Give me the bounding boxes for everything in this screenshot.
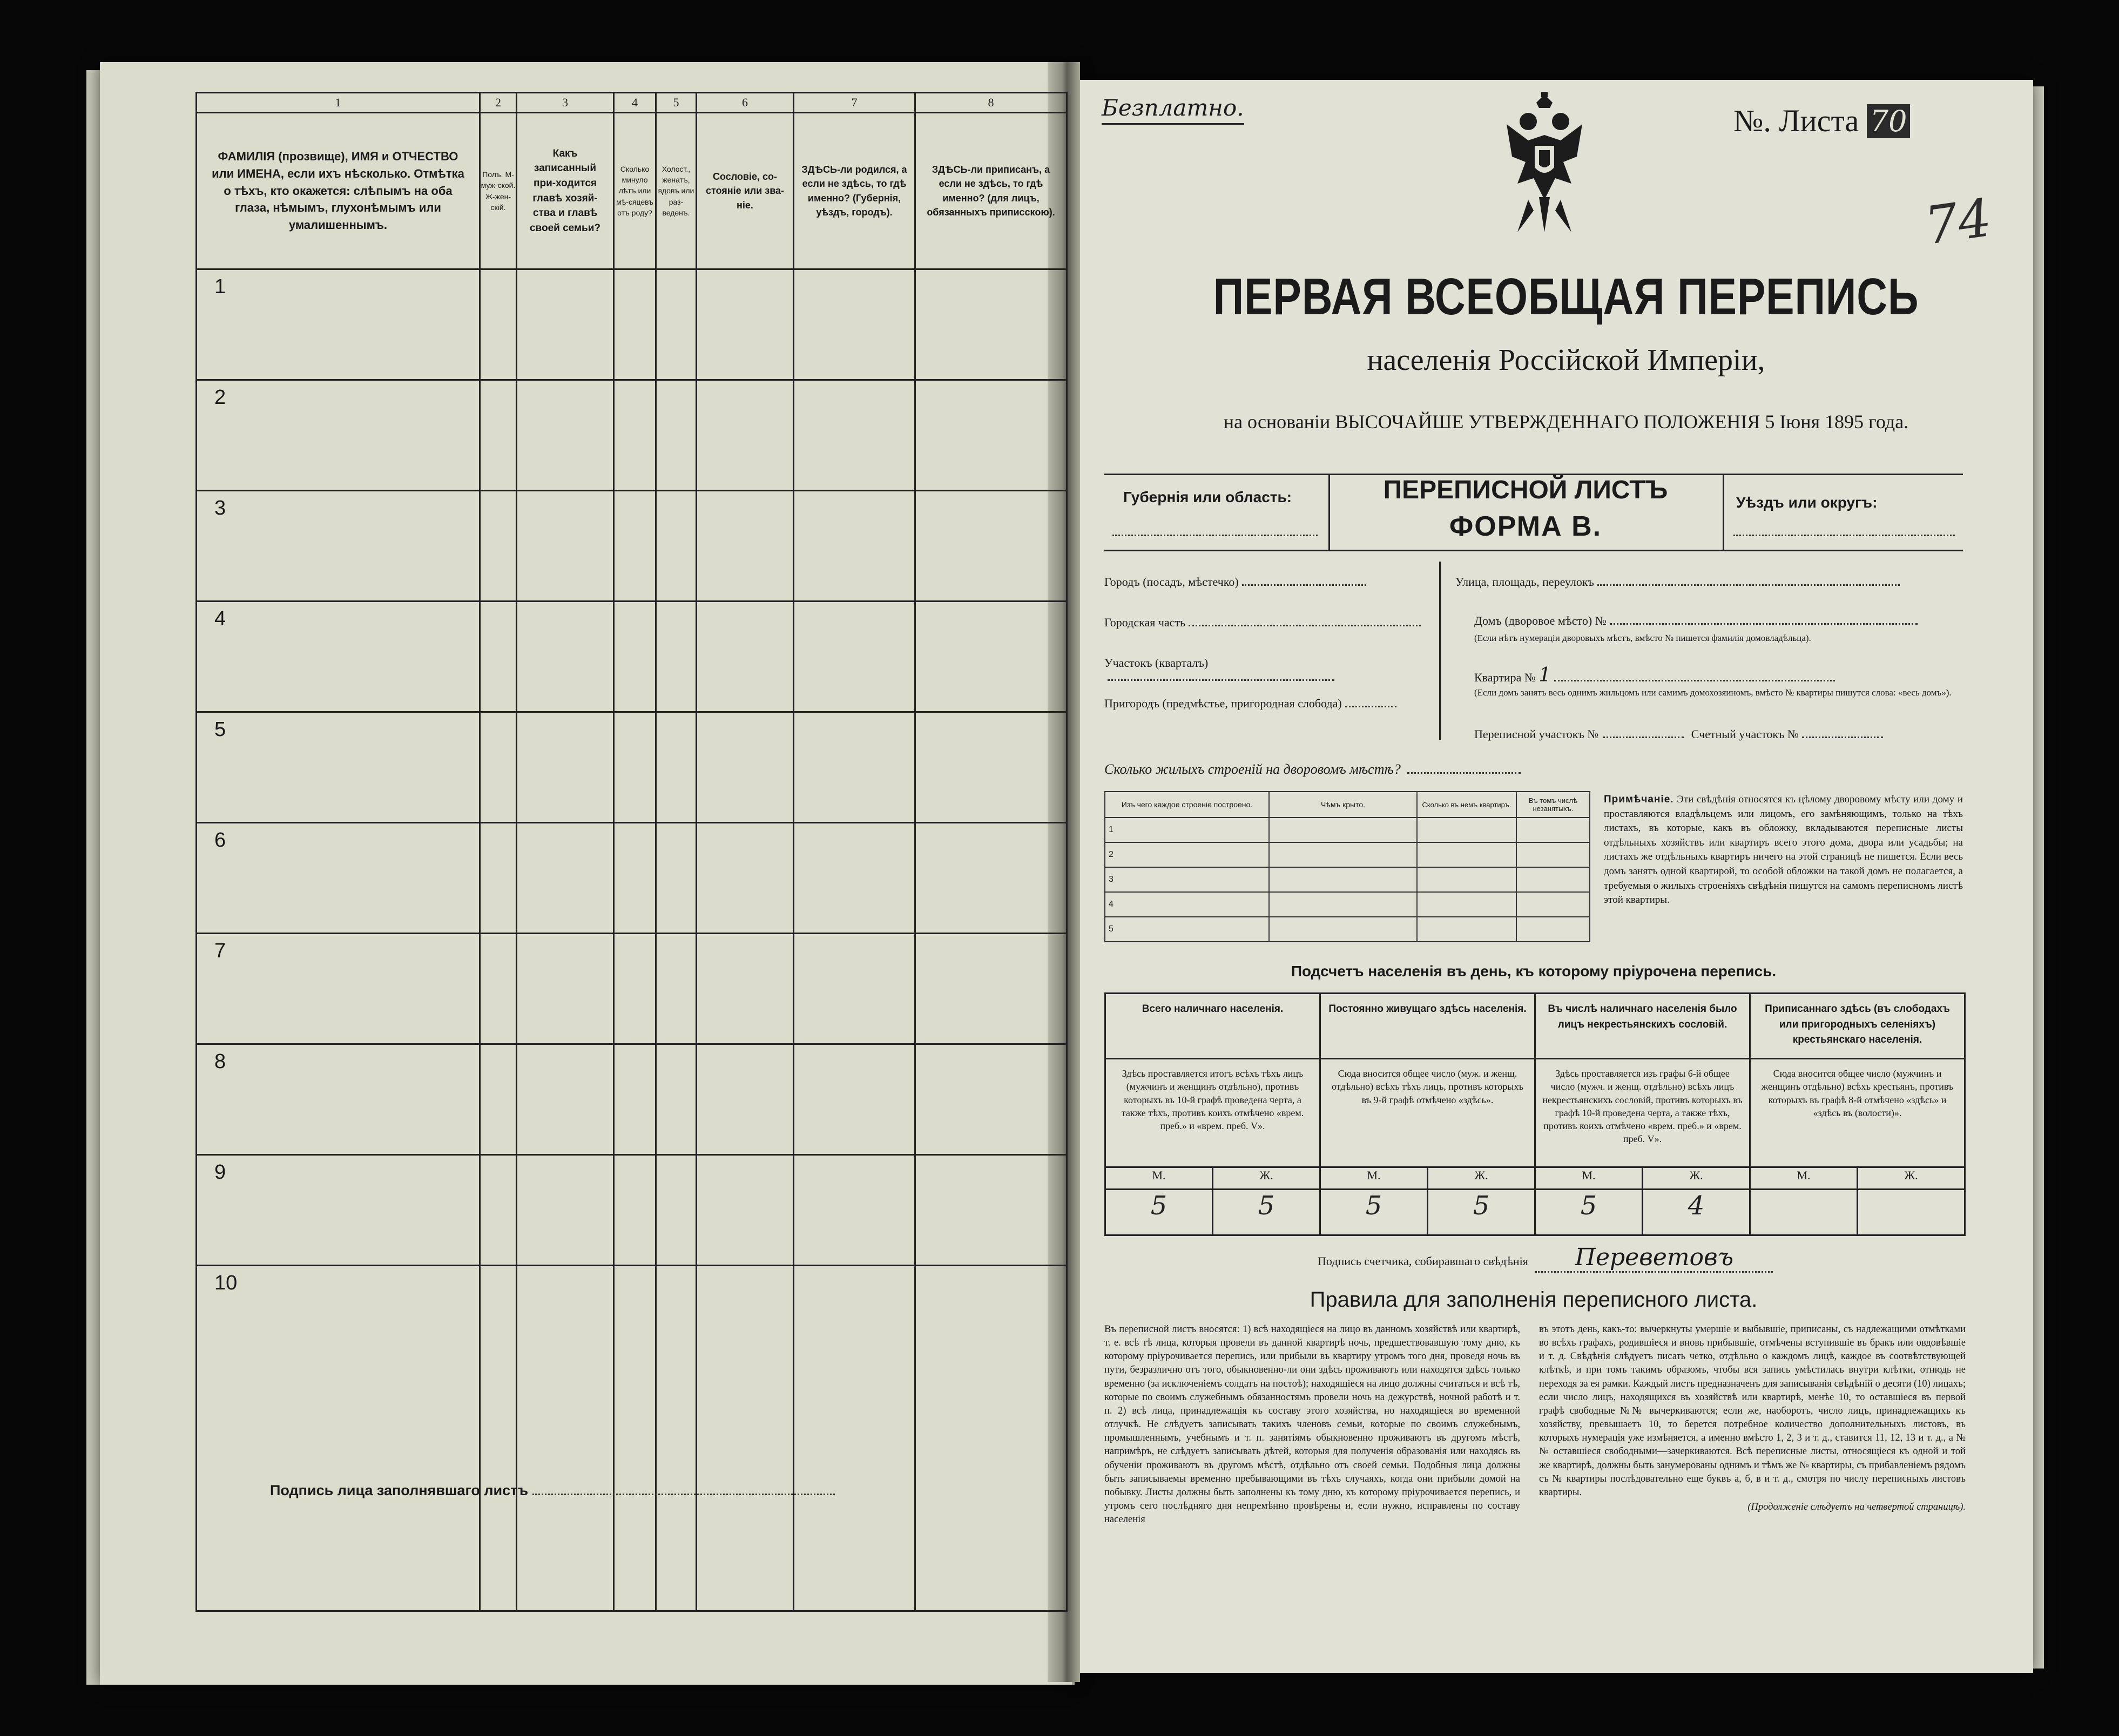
province-field[interactable] [1112, 535, 1318, 536]
relation-cell[interactable] [517, 1266, 614, 1611]
registered-cell[interactable] [915, 823, 1067, 934]
marital-cell[interactable] [656, 712, 697, 823]
vacant-cell[interactable] [1516, 917, 1590, 942]
column-header-estate: Сословіе, со-стояніе или зва-ніе. [697, 113, 794, 269]
resident-female-count[interactable]: 5 [1428, 1190, 1535, 1235]
buildings-count-field[interactable] [1407, 772, 1521, 774]
district-field[interactable] [1733, 535, 1955, 536]
row-number: 2 [197, 380, 480, 491]
marital-cell[interactable] [656, 602, 697, 712]
birthplace-cell[interactable] [794, 1155, 915, 1266]
birthplace-cell[interactable] [794, 380, 915, 491]
population-header: Въ числѣ наличнаго населенія было лицъ некрестьянскихъ сословій. [1535, 994, 1750, 1059]
birthplace-cell[interactable] [794, 1044, 915, 1155]
census-subtitle: населенія Россійской Имперіи, [1367, 343, 1765, 377]
signature-label-text: Подпись лица заполнявшаго листъ [270, 1482, 528, 1498]
house-field[interactable] [1474, 614, 1960, 628]
buildings-header: Изъ чего каждое строеніе построено. [1105, 792, 1269, 818]
buildings-table [1104, 791, 1590, 942]
vacant-cell[interactable] [1516, 892, 1590, 917]
registered-cell[interactable] [915, 1044, 1067, 1155]
estate-cell[interactable] [697, 1266, 794, 1611]
population-table [1104, 992, 1966, 1236]
census-district-field[interactable] [1603, 737, 1684, 738]
birthplace-cell[interactable] [794, 269, 915, 380]
sex-cell[interactable] [480, 712, 517, 823]
row-number: 7 [197, 934, 480, 1044]
column-number: 2 [480, 93, 517, 113]
buildings-header-row [1105, 792, 1590, 818]
column-header-marital: Холост., женатъ, вдовъ или раз-веденъ. [656, 113, 697, 269]
buildings-row-number: 2 [1105, 842, 1269, 867]
counting-district-label: Счетный участокъ № [1691, 727, 1799, 741]
relation-cell[interactable] [517, 1044, 614, 1155]
registered-cell[interactable] [915, 380, 1067, 491]
registered-cell[interactable] [915, 712, 1067, 823]
free-label: Безплатно. [1102, 94, 1244, 125]
apartments-cell[interactable] [1417, 818, 1516, 842]
vacant-cell[interactable] [1516, 818, 1590, 842]
census-district-label: Переписной участокъ № [1474, 727, 1599, 741]
apartment-field[interactable] [1474, 664, 1960, 686]
resident-male-count[interactable]: 5 [1320, 1190, 1428, 1235]
address-block [1104, 562, 1963, 756]
column-header-registered: ЗДѢСЬ-ли приписанъ, а если не здѣсь, то гдѣ именно? (для лицъ, обязанныхъ приписскою). [915, 113, 1067, 269]
total-male-count[interactable]: 5 [1105, 1190, 1213, 1235]
marital-cell[interactable] [656, 823, 697, 934]
sex-cell[interactable] [480, 1044, 517, 1155]
person-row [197, 380, 1067, 491]
sex-cell[interactable] [480, 491, 517, 602]
rules-right-column [1539, 1323, 1966, 1514]
column-header-birthplace: ЗДѢСЬ-ли родился, а если не здѣсь, то гдѣ именно? (Губернія, уѣздъ, городъ). [794, 113, 915, 269]
suburb-label: Пригородъ (предмѣстье, пригородная слобода) [1104, 697, 1342, 710]
column-header-relation: Какъ записанный при-ходится главѣ хозяй-ства и главѣ своей семьи? [517, 113, 614, 269]
age-cell[interactable] [614, 1266, 656, 1611]
population-desc: Сюда вносится общее число (муж. и женщ. отдѣльно) всѣхъ тѣхъ лицъ, противъ которыхъ въ 9-й графѣ отмѣчено «здѣсь». [1320, 1059, 1535, 1167]
precinct-label: Участокъ (кварталъ) [1104, 656, 1209, 670]
roof-cell[interactable] [1269, 892, 1417, 917]
population-header: Всего наличнаго населенія. [1105, 994, 1320, 1059]
marital-cell[interactable] [656, 934, 697, 1044]
buildings-header: Сколько въ немъ квартиръ. [1417, 792, 1516, 818]
person-row [197, 269, 1067, 380]
sheet-number-handwritten: 70 [1867, 104, 1911, 138]
person-row [197, 1155, 1067, 1266]
buildings-row-number: 5 [1105, 917, 1269, 942]
precinct-field[interactable] [1104, 656, 1434, 684]
birthplace-cell[interactable] [794, 823, 915, 934]
column-number: 6 [697, 93, 794, 113]
apartment-handwritten: 1 [1538, 664, 1551, 686]
column-header-age: Сколько минуло лѣтъ или мѣ-сяцевъ отъ роду? [614, 113, 656, 269]
age-cell[interactable] [614, 1044, 656, 1155]
nonpeasant-female-count[interactable]: 4 [1643, 1190, 1750, 1235]
population-desc: Сюда вносится общее число (мужчинъ и женщинъ отдѣльно) всѣхъ крестьянъ, противъ которыхъ въ графѣ 8-й отмѣчено «здѣсь» и «здѣсь въ (волости)». [1750, 1059, 1965, 1167]
sex-cell[interactable] [480, 602, 517, 712]
marital-cell[interactable] [656, 1044, 697, 1155]
population-header: Постоянно живущаго здѣсь населенія. [1320, 994, 1535, 1059]
estate-cell[interactable] [697, 269, 794, 380]
estate-cell[interactable] [697, 712, 794, 823]
registered-cell[interactable] [915, 269, 1067, 380]
population-desc: Здѣсь проставляется изъ графы 6-й общее число (мужч. и женщ. отдѣльно) всѣхъ лицъ некрестьянскихъ сословій, противъ которыхъ въ графѣ 10-й проведена черта, а также тѣхъ, противъ коихъ отмѣчено «врем. преб.» и «врем. преб. V». [1535, 1059, 1750, 1167]
population-desc: Здѣсь проставляется итогъ всѣхъ тѣхъ лицъ (мужчинъ и женщинъ отдѣльно), противъ которыхъ въ 10-й графѣ проведена черта, а также тѣхъ, противъ коихъ отмѣчено «врем. преб.» и «врем. преб. V». [1105, 1059, 1320, 1167]
total-female-count[interactable]: 5 [1213, 1190, 1320, 1235]
age-cell[interactable] [614, 712, 656, 823]
birthplace-cell[interactable] [794, 934, 915, 1044]
rules-right-text: въ этотъ день, какъ-то: вычеркнуты умершіе и выбывшіе, приписаны, съ надлежащими отмѣтками во всѣхъ графахъ, родившіеся и вновь прибывшіе, отмѣчены вступившіе въ бракъ или овдовѣвшіе и т. д. Свѣдѣнія слѣдуетъ писать четко, отдѣльно о каждомъ лицѣ, каждое въ соотвѣтствующей клѣткѣ, и при томъ такимъ образомъ, чтобы вся запись умѣстилась внутри клѣтки, отнюдь не переходя за ея рамки. Каждый листъ предназначенъ для записыванія свѣдѣній о десяти (10) лицахъ; если число лицъ, находящихся въ хозяйствѣ или квартирѣ, менѣе 10, то оставшіеся въ первой графѣ свободные №№ вычеркиваются; если же, наоборотъ, число лицъ, принадлежащихъ къ хозяйству, превышаетъ 10, то берется потребное количество дополнительныхъ листовъ, въ которыхъ нумерація уже измѣняется, а именно вмѣсто 1, 2, 3 и т. д., ставится 11, 12, 13 и т. д., а №№ оставшіеся свободными—зачеркиваются. Всѣ переписные листы, относящіеся къ одной и той же квартирѣ, должны быть занумерованы однимъ и тѣмъ же № квартиры, съ прибавленіемъ рядомъ съ № квартиры послѣдовательно еще буквъ а, б, в и т. д., смотря по числу переписныхъ листовъ квартиры. [1539, 1324, 1966, 1498]
sex-label-row [1105, 1167, 1965, 1190]
male-label: М. [1535, 1167, 1643, 1190]
column-number: 1 [197, 93, 480, 113]
city-part-field[interactable] [1104, 616, 1434, 630]
female-label: Ж. [1858, 1167, 1965, 1190]
marital-cell[interactable] [656, 1155, 697, 1266]
registered-cell[interactable] [915, 491, 1067, 602]
buildings-row [1105, 818, 1590, 842]
relation-cell[interactable] [517, 602, 614, 712]
counter-signature-handwritten[interactable]: Переветовъ [1535, 1244, 1773, 1273]
suburb-field[interactable] [1104, 697, 1450, 711]
city-part-label: Городская часть [1104, 616, 1186, 629]
person-row [197, 1044, 1067, 1155]
apartments-cell[interactable] [1417, 867, 1516, 892]
column-number: 4 [614, 93, 656, 113]
marital-cell[interactable] [656, 269, 697, 380]
rules-left-column: Въ переписной листъ вносятся: 1) всѣ находящіеся на лицо въ данномъ хозяйствѣ или квартирѣ, т. е. всѣ тѣ лица, которыя провели въ данной квартирѣ ночь, предшествовавшую тому дню, къ которому пріурочивается перепись, или прибыли въ квартиру утромъ того дня, проведя ночь въ пути, безразлично отъ того, обыкновенно-ли они здѣсь проживаютъ или находятся здѣсь только временно (за исключеніемъ солдатъ на постоѣ); находящіеся на лицо должны считаться и всѣ тѣ, которые по своимъ служебнымъ обязанностямъ провели ночь на дежурствѣ, ночной работѣ и т. п. 2) всѣ лица, принадлежащія къ составу этого хозяйства, но находящіеся во временной отлучкѣ. Не слѣдуетъ записывать такихъ членовъ семьи, которые по своимъ служебнымъ, промышленнымъ, учебнымъ и т. п. занятіямъ обыкновенно проживаютъ въ другомъ мѣстѣ, напримѣръ, не слѣдуетъ записывать дѣтей, которыя для полученія образованія или находясь въ обученіи проживаютъ въ другомъ мѣстѣ, отдѣльно отъ своей семьи. Подобныя лица должны быть записываемы временно пребывающими въ тѣхъ случаяхъ, когда они прибыли домой на побывку. Листы должны быть заполнены къ тому дню, къ которому пріурочивается перепись, и утромъ сего послѣдняго дня непремѣнно провѣрены и, если нужно, исправлены по составу населенія [1104, 1324, 1520, 1525]
population-header-row [1105, 994, 1965, 1059]
header-rule [1104, 550, 1963, 551]
buildings-row [1105, 867, 1590, 892]
sheet-number [1733, 103, 1910, 139]
sheet-title: ПЕРЕПИСНОЙ ЛИСТЪ [1383, 476, 1668, 504]
registered-cell[interactable] [915, 1266, 1067, 1611]
apartments-cell[interactable] [1417, 892, 1516, 917]
estate-cell[interactable] [697, 1044, 794, 1155]
male-label: М. [1320, 1167, 1428, 1190]
age-cell[interactable] [614, 1155, 656, 1266]
roof-cell[interactable] [1269, 917, 1417, 942]
person-row [197, 712, 1067, 823]
buildings-note [1604, 793, 1963, 908]
female-label: Ж. [1428, 1167, 1535, 1190]
sex-cell[interactable] [480, 380, 517, 491]
census-title: ПЕРВАЯ ВСЕОБЩАЯ ПЕРЕПИСЬ [1213, 268, 1919, 326]
peasant-female-count[interactable] [1858, 1190, 1965, 1235]
relation-cell[interactable] [517, 380, 614, 491]
roof-cell[interactable] [1269, 867, 1417, 892]
census-basis: на основаніи ВЫСОЧАЙШЕ УТВЕРЖДЕННАГО ПОЛОЖЕНІЯ 5 Іюня 1895 года. [1223, 411, 1909, 433]
male-label: М. [1750, 1167, 1858, 1190]
relation-cell[interactable] [517, 1155, 614, 1266]
city-label: Городъ (посадъ, мѣстечко) [1104, 575, 1239, 589]
apartments-cell[interactable] [1417, 917, 1516, 942]
relation-cell[interactable] [517, 269, 614, 380]
person-row [197, 823, 1067, 934]
apartment-note: (Если домъ занятъ весь однимъ жильцомъ или самимъ домохозяиномъ, вмѣсто № квартиры пишутся слова: «весь домъ»). [1474, 687, 1952, 698]
estate-cell[interactable] [697, 823, 794, 934]
vacant-cell[interactable] [1516, 842, 1590, 867]
age-cell[interactable] [614, 269, 656, 380]
province-label: Губернія или область: [1123, 489, 1292, 505]
column-header-sex: Полъ. М-муж-ской. Ж-жен-скій. [480, 113, 517, 269]
sex-cell[interactable] [480, 823, 517, 934]
buildings-question [1104, 761, 1521, 778]
district-label: Уѣздъ или округъ: [1736, 494, 1878, 511]
row-number: 1 [197, 269, 480, 380]
sheet-number-label: №. Листа [1733, 103, 1859, 138]
form-title: ФОРМА В. [1449, 511, 1602, 542]
estate-cell[interactable] [697, 934, 794, 1044]
city-field[interactable] [1104, 575, 1434, 589]
registered-cell[interactable] [915, 602, 1067, 712]
buildings-row-number: 3 [1105, 867, 1269, 892]
column-header-name: ФАМИЛІЯ (прозвище), ИМЯ и ОТЧЕСТВО или ИМЕНА, если ихъ нѣсколько. Отмѣтка о тѣхъ, кто окажется: слѣпымъ на оба глаза, нѣмымъ, глухонѣмымъ или умалишеннымъ. [197, 113, 480, 269]
street-field[interactable] [1455, 575, 1958, 589]
female-label: Ж. [1213, 1167, 1320, 1190]
marital-cell[interactable] [656, 380, 697, 491]
census-grid [195, 92, 1068, 1612]
row-number: 5 [197, 712, 480, 823]
estate-cell[interactable] [697, 491, 794, 602]
buildings-header: Чѣмъ крыто. [1269, 792, 1417, 818]
marital-cell[interactable] [656, 1266, 697, 1611]
estate-cell[interactable] [697, 1155, 794, 1266]
street-label: Улица, площадь, переулокъ [1455, 575, 1594, 589]
birthplace-cell[interactable] [794, 1266, 915, 1611]
male-label: М. [1105, 1167, 1213, 1190]
imperial-eagle-emblem-icon [1496, 92, 1593, 254]
relation-cell[interactable] [517, 712, 614, 823]
buildings-header: Въ томъ числѣ незанятыхъ. [1516, 792, 1590, 818]
address-divider [1439, 562, 1441, 740]
corner-handwritten-number: 74 [1921, 187, 1995, 256]
row-number: 6 [197, 823, 480, 934]
marital-cell[interactable] [656, 491, 697, 602]
registered-cell[interactable] [915, 934, 1067, 1044]
rules-title: Правила для заполненія переписного листа. [1310, 1288, 1758, 1312]
column-number: 5 [656, 93, 697, 113]
note-text: Эти свѣдѣнія относятся къ цѣлому дворовому мѣсту или дому и проставляются владѣльцемъ или лицомъ, его замѣняющимъ, только на тѣхъ листахъ, въ которые, какъ въ обложку, вкладываются переписные листы отдѣльныхъ хозяйствъ или квартиръ всего этого дома, двора или усадьбы; на листахъ же отдѣльныхъ квартиръ ничего на этой страницѣ не пишется. Если весь домъ занятъ одной квартирой, то особой обложки на такой домъ не полагается, а требуемыя о жилыхъ строеніяхъ свѣдѣнія пишутся на самомъ переписномъ листѣ этой квартиры. [1604, 794, 1963, 906]
roof-cell[interactable] [1269, 842, 1417, 867]
count-row [1105, 1190, 1965, 1235]
relation-cell[interactable] [517, 934, 614, 1044]
counter-signature-label: Подпись счетчика, собиравшаго свѣдѣнія [1318, 1254, 1528, 1268]
estate-cell[interactable] [697, 380, 794, 491]
column-number: 7 [794, 93, 915, 113]
population-title: Подсчетъ населенія въ день, къ которому пріурочена перепись. [1291, 963, 1777, 980]
column-number: 3 [517, 93, 614, 113]
nonpeasant-male-count[interactable]: 5 [1535, 1190, 1643, 1235]
house-label: Домъ (дворовое мѣсто) № [1474, 614, 1607, 627]
signature-label [270, 1482, 835, 1499]
estate-cell[interactable] [697, 602, 794, 712]
column-header-row [197, 113, 1067, 269]
sex-cell[interactable] [480, 934, 517, 1044]
female-label: Ж. [1643, 1167, 1750, 1190]
sex-cell[interactable] [480, 1266, 517, 1611]
age-cell[interactable] [614, 491, 656, 602]
row-number: 3 [197, 491, 480, 602]
relation-cell[interactable] [517, 491, 614, 602]
district-numbers [1474, 727, 1960, 741]
buildings-row [1105, 917, 1590, 942]
column-number: 8 [915, 93, 1067, 113]
row-number: 4 [197, 602, 480, 712]
sex-cell[interactable] [480, 1155, 517, 1266]
note-title: Примѣчаніе. [1604, 794, 1674, 805]
population-desc-row [1105, 1059, 1965, 1167]
apartments-cell[interactable] [1417, 842, 1516, 867]
age-cell[interactable] [614, 823, 656, 934]
signature-line[interactable] [532, 1485, 835, 1495]
population-header: Приписаннаго здѣсь (въ слободахъ или пригородныхъ селеніяхъ) крестьянскаго населенія. [1750, 994, 1965, 1059]
age-cell[interactable] [614, 602, 656, 712]
header-divider [1723, 474, 1724, 550]
buildings-row [1105, 842, 1590, 867]
peasant-male-count[interactable] [1750, 1190, 1858, 1235]
counting-district-field[interactable] [1802, 737, 1883, 738]
vacant-cell[interactable] [1516, 867, 1590, 892]
roof-cell[interactable] [1269, 818, 1417, 842]
apartment-label: Квартира № [1474, 671, 1536, 684]
person-row [197, 602, 1067, 712]
person-row [197, 934, 1067, 1044]
birthplace-cell[interactable] [794, 712, 915, 823]
relation-cell[interactable] [517, 823, 614, 934]
house-note: (Если нѣтъ нумераціи дворовыхъ мѣстъ, вмѣсто № пишется фамилія домовладѣльца). [1474, 633, 1811, 643]
birthplace-cell[interactable] [794, 491, 915, 602]
person-row [197, 1266, 1067, 1611]
row-number: 9 [197, 1155, 480, 1266]
column-number-row [197, 93, 1067, 113]
age-cell[interactable] [614, 380, 656, 491]
row-number: 10 [197, 1266, 480, 1611]
person-row [197, 491, 1067, 602]
rules-continued: (Продолженіе слѣдуетъ на четвертой страницѣ). [1747, 1502, 1966, 1513]
counter-signature [1318, 1244, 1773, 1273]
sex-cell[interactable] [480, 269, 517, 380]
buildings-row [1105, 892, 1590, 917]
buildings-row-number: 1 [1105, 818, 1269, 842]
registered-cell[interactable] [915, 1155, 1067, 1266]
age-cell[interactable] [614, 934, 656, 1044]
birthplace-cell[interactable] [794, 602, 915, 712]
buildings-question-text: Сколько жилыхъ строеній на дворовомъ мѣстѣ? [1104, 761, 1401, 777]
row-number: 8 [197, 1044, 480, 1155]
buildings-row-number: 4 [1105, 892, 1269, 917]
